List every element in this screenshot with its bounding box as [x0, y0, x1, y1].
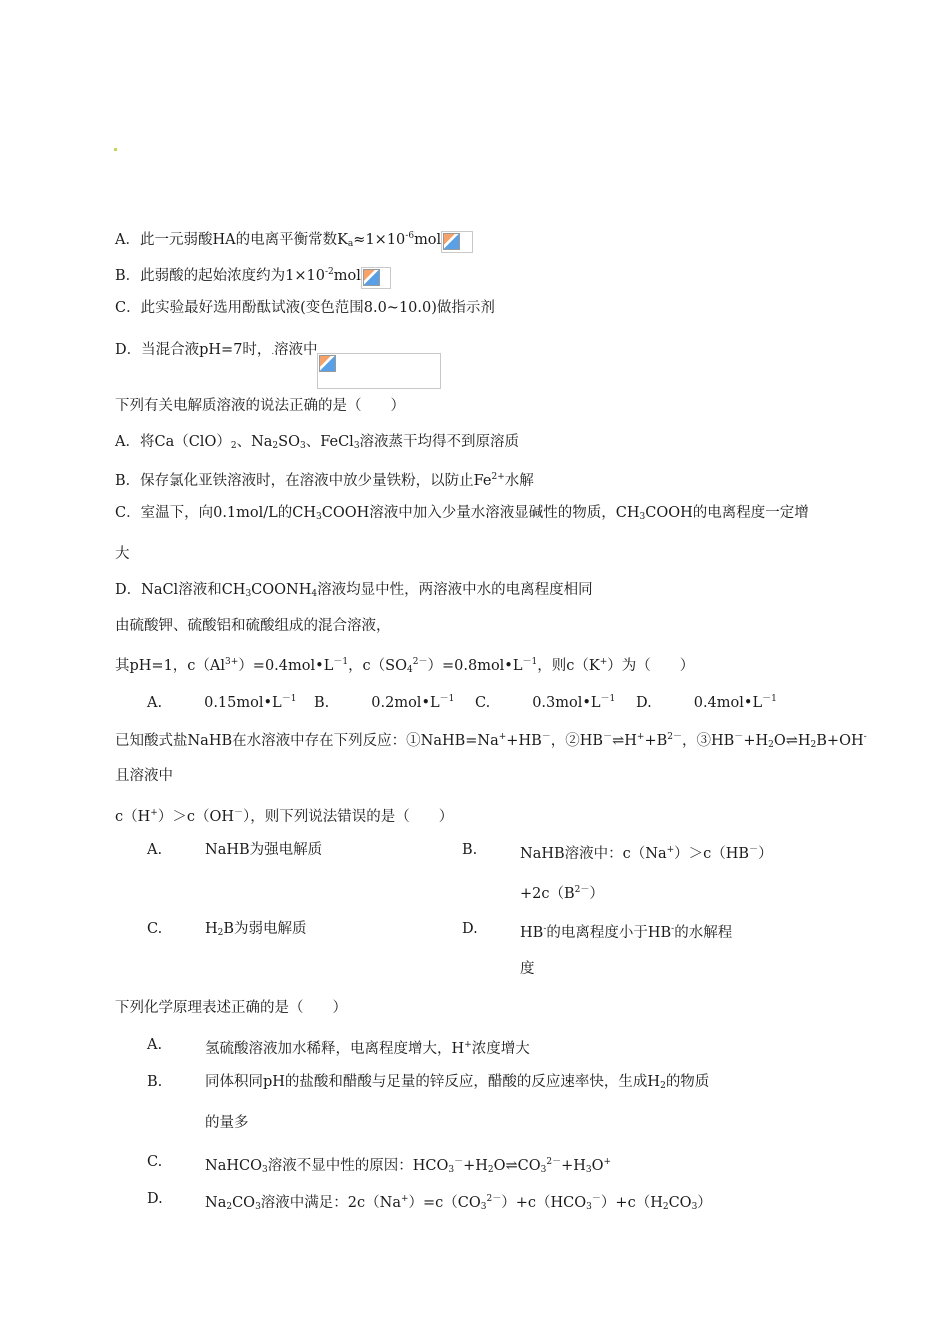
t: －1: [762, 694, 777, 704]
t: 2－: [574, 885, 590, 895]
t: ⇌H: [612, 733, 637, 749]
t: +2c（B: [520, 886, 575, 902]
t: B.: [147, 1074, 163, 1090]
q4-stem-1: [115, 727, 867, 755]
q2-option-b: [115, 467, 534, 491]
q3-option-c: [475, 689, 615, 713]
t: 2－: [546, 1157, 562, 1167]
t: 2: [487, 1165, 494, 1175]
t: NaHCO: [205, 1158, 262, 1174]
t: 4: [311, 589, 318, 599]
t: 3: [245, 589, 252, 599]
q5-option-c-letter: [147, 1152, 162, 1172]
t: 3: [353, 441, 360, 451]
t: ，则c（K: [537, 658, 600, 674]
t: ，③HB: [681, 733, 735, 749]
t: C.: [475, 695, 491, 711]
t: －1: [333, 657, 349, 667]
t: ）=0.8mol•L: [427, 658, 523, 674]
q1-a-end: mol: [414, 232, 442, 248]
t: 已知酸式盐NaHB在水溶液中存在下列反应：①NaHB=Na: [115, 733, 499, 749]
broken-image-icon: [361, 267, 391, 289]
t: B为弱电解质: [223, 921, 307, 937]
q4-option-b-text: [520, 840, 773, 864]
t: 2: [272, 441, 279, 451]
t: 3: [585, 1165, 592, 1175]
t: +: [666, 845, 675, 855]
q1-c-text: C．此实验最好选用酚酞试液(变色范围8.0~10.0)做指示剂: [115, 300, 495, 316]
t: A．将Ca（ClO）: [115, 434, 231, 450]
t: 3: [691, 1202, 698, 1212]
t: 3: [586, 1202, 592, 1212]
t: ）为（ ）: [607, 658, 695, 674]
t: 2: [217, 928, 224, 938]
t: 大: [115, 546, 130, 562]
q4-option-b-text-cont: [520, 880, 604, 904]
t: ）=c（CO: [408, 1195, 481, 1211]
q5-option-c-text: [205, 1152, 611, 1180]
t: B.: [314, 695, 330, 711]
t: －: [591, 1194, 601, 1204]
q5-option-d-text: [205, 1189, 712, 1217]
t: 浓度增大: [471, 1041, 530, 1057]
t: +HB: [506, 733, 542, 749]
q1-d-end: 溶液中: [273, 342, 318, 358]
q5-stem: [115, 998, 347, 1018]
t: O: [591, 1158, 604, 1174]
t: －1: [600, 694, 616, 704]
q3-stem-2: [115, 652, 694, 680]
t: B．保存氯化亚铁溶液时，在溶液中放少量铁粉，以防止Fe: [115, 473, 492, 489]
t: O⇌H: [773, 733, 811, 749]
t: 的电离程度小于HB: [546, 925, 672, 941]
q1-a-mid: ≈1×10: [353, 232, 406, 248]
t: NaHB溶液中：c（Na: [520, 846, 667, 862]
t: Na: [205, 1195, 227, 1211]
q1-a-sub: a: [347, 239, 354, 249]
t: +: [599, 657, 608, 667]
t: －: [454, 1157, 464, 1167]
t: ），则下列说法错误的是（ ）: [243, 809, 454, 825]
t: 2: [662, 1202, 669, 1212]
t: 4: [407, 665, 413, 675]
t: 的物质: [665, 1074, 710, 1090]
t: －: [541, 732, 551, 742]
t: 溶液蒸干均得不到原溶质: [359, 434, 520, 450]
t: 氢硫酸溶液加水稀释，电离程度增大，H: [205, 1041, 465, 1057]
t: －: [734, 732, 744, 742]
t: 2－: [486, 1194, 502, 1204]
t: 的量多: [205, 1115, 249, 1131]
broken-image-icon: [441, 231, 473, 253]
t: D．NaCl溶液和CH: [115, 582, 246, 598]
t: D.: [636, 695, 652, 711]
t: 3: [639, 512, 646, 522]
t: B.: [462, 842, 478, 858]
t: －1: [439, 694, 455, 704]
t: ）=0.4mol•L: [238, 658, 334, 674]
t: +: [603, 1157, 612, 1167]
t: 2: [226, 1202, 233, 1212]
t: +B: [644, 733, 668, 749]
t: +: [150, 808, 158, 818]
t: -: [543, 924, 547, 934]
t: ，c（SO: [348, 658, 408, 674]
q2-option-c-cont: [115, 544, 130, 564]
q4-stem-2: [115, 766, 173, 786]
q3-stem-1: [115, 616, 391, 636]
t: +H: [743, 733, 769, 749]
t: SO: [278, 434, 300, 450]
t: +: [636, 732, 645, 742]
q1-d-text: D．当混合液pH=7时，: [115, 342, 272, 358]
q1-option-c: [115, 298, 495, 318]
t: A.: [147, 695, 163, 711]
broken-image-icon: [317, 353, 441, 389]
t: D.: [147, 1191, 163, 1207]
q4-option-b-letter: [462, 840, 477, 860]
q1-option-d: [115, 340, 441, 389]
t: 0.15mol•L: [204, 695, 282, 711]
q3-option-a: [147, 689, 296, 713]
t: CO: [232, 1195, 256, 1211]
t: 3: [261, 1165, 268, 1175]
q1-a-sup: -6: [405, 231, 415, 241]
q4-option-a-letter: [147, 840, 162, 860]
t: ）＞c（HB: [674, 846, 750, 862]
t: －1: [281, 694, 297, 704]
t: +H: [561, 1158, 586, 1174]
t: ）: [697, 1195, 712, 1211]
t: 溶液中满足：2c（Na: [260, 1195, 401, 1211]
t: 0.3mol•L: [532, 695, 601, 711]
t: ）+c（H: [600, 1195, 663, 1211]
t: 其pH=1，c（Al: [115, 658, 226, 674]
q4-option-d-letter: [462, 919, 478, 939]
t: 2: [230, 441, 237, 451]
q1-a-text: A．此一元弱酸HA的电离平衡常数K: [115, 232, 348, 248]
t: c（H: [115, 809, 151, 825]
q4-option-c-letter: [147, 919, 162, 939]
q2-option-d: [115, 580, 593, 604]
t: +H: [463, 1158, 488, 1174]
t: 2－: [412, 657, 428, 667]
t: A.: [147, 1037, 163, 1053]
t: +: [498, 732, 507, 742]
t: 3: [299, 441, 306, 451]
t: 2－: [667, 732, 682, 742]
q1-option-a: [115, 226, 473, 254]
t: C．室温下，向0.1mol/L的CH: [115, 505, 317, 521]
t: －: [603, 732, 613, 742]
q5-option-b-letter: [147, 1072, 162, 1092]
q1-b-text: B．此弱酸的起始浓度约为1×10: [115, 268, 325, 284]
t: ）+c（HCO: [501, 1195, 587, 1211]
t: 水解: [504, 473, 534, 489]
q4-option-a-text: [205, 840, 322, 860]
q1-option-b: [115, 262, 391, 289]
t: 、Na: [236, 434, 273, 450]
t: CO: [668, 1195, 692, 1211]
t: +: [400, 1194, 409, 1204]
t: 2: [768, 740, 774, 750]
t: B+OH: [816, 733, 864, 749]
t: A.: [147, 842, 163, 858]
t: COONH: [251, 582, 312, 598]
q1-b-sup: -2: [324, 267, 334, 277]
t: C.: [147, 921, 163, 937]
t: 2+: [491, 472, 505, 482]
t: ，②HB: [550, 733, 604, 749]
t: 0.4mol•L: [693, 695, 763, 711]
t: 0.2mol•L: [371, 695, 440, 711]
t: C.: [147, 1154, 163, 1170]
t: 且溶液中: [115, 768, 173, 784]
t: 2: [660, 1081, 666, 1091]
q1-d-dot: .: [271, 347, 274, 356]
t: －: [233, 808, 243, 818]
t: 下列化学原理表述正确的是（ ）: [115, 1000, 347, 1016]
t: 溶液不显中性的原因：HCO: [267, 1158, 449, 1174]
t: NaHB为强电解质: [205, 842, 323, 858]
t: 2: [810, 740, 817, 750]
t: COOH的电离程度一定增: [645, 505, 809, 521]
t: －: [749, 845, 759, 855]
t: ）＞c（OH: [157, 809, 234, 825]
decorative-dot: [114, 148, 117, 151]
t: +: [464, 1040, 472, 1050]
t: ）: [589, 886, 604, 902]
t: 的水解程: [674, 925, 733, 941]
q2-stem: [115, 396, 405, 416]
q2-stem-text: 下列有关电解质溶液的说法正确的是（ ）: [115, 398, 405, 414]
q2-option-c: [115, 503, 809, 527]
q5-option-b-text-cont: [205, 1113, 249, 1133]
t: HB: [520, 925, 544, 941]
t: H: [205, 921, 218, 937]
q5-option-d-letter: [147, 1189, 163, 1209]
t: -: [863, 732, 867, 742]
t: 同体积同pH的盐酸和醋酸与足量的锌反应，醋酸的反应速率快，生成H: [205, 1074, 661, 1090]
q5-option-a-letter: [147, 1035, 162, 1055]
t: －1: [522, 657, 538, 667]
q4-option-c-text: [205, 919, 307, 943]
t: 3+: [225, 657, 239, 667]
t: 3: [448, 1165, 455, 1175]
t: 3: [480, 1202, 487, 1212]
t: 度: [520, 961, 535, 977]
q1-b-end: mol: [333, 268, 361, 284]
t: COOH溶液中加入少量水溶液显碱性的物质，CH: [321, 505, 640, 521]
t: 3: [255, 1202, 261, 1212]
t: 溶液均显中性，两溶液中水的电离程度相同: [317, 582, 593, 598]
q3-option-d: [636, 689, 777, 713]
t: O⇌CO: [493, 1158, 541, 1174]
q2-option-a: [115, 432, 519, 456]
q4-stem-3: [115, 803, 453, 827]
t: -: [671, 924, 675, 934]
q4-option-d-text-cont: [520, 959, 535, 979]
t: 3: [540, 1165, 547, 1175]
q4-option-d-text: [520, 919, 732, 943]
t: ）: [758, 846, 773, 862]
t: 、FeCl: [305, 434, 354, 450]
q3-option-b: [314, 689, 454, 713]
t: D.: [462, 921, 478, 937]
t: 由硫酸钾、硫酸铝和硫酸组成的混合溶液，: [115, 618, 391, 634]
t: 3: [316, 512, 322, 522]
q5-option-b-text: [205, 1072, 709, 1096]
q5-option-a-text: [205, 1035, 530, 1059]
